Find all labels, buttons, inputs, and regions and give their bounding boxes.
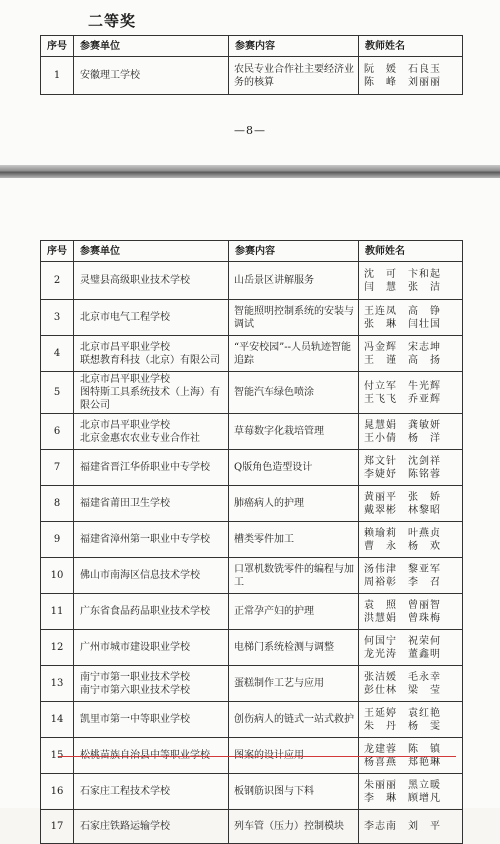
table-row	[41, 558, 463, 594]
row-no: 7	[41, 450, 74, 486]
row-content: 农民专业合作社主要经济业务的核算	[229, 57, 359, 95]
row-teachers: 李志南 刘 平	[359, 810, 463, 844]
table-row	[41, 262, 463, 300]
table-row	[41, 450, 463, 486]
table-row	[41, 486, 463, 522]
row-content: 草莓数字化栽培管理	[229, 414, 359, 450]
row-unit: 福建省莆田卫生学校	[74, 486, 229, 522]
row-content: 山岳景区讲解服务	[229, 262, 359, 300]
row-teachers: 郑文针 沈剑祥 李婕妤 陈铭蓉	[359, 450, 463, 486]
row-unit: 凯里市第一中等职业学校	[74, 702, 229, 738]
row-unit: 南宁市第一职业技术学校 南宁市第六职业技术学校	[74, 666, 229, 702]
row-no: 13	[41, 666, 74, 702]
table-row	[41, 810, 463, 844]
row-content: 板钢筋识图与下料	[229, 774, 359, 810]
red-underline-mark	[58, 756, 456, 757]
row-teachers: 冯金辉 宋志坤 王 谨 高 扬	[359, 336, 463, 372]
row-no: 10	[41, 558, 74, 594]
header-unit: 参赛单位	[74, 36, 229, 57]
header-no: 序号	[41, 36, 74, 57]
table-header-row	[41, 241, 463, 262]
table-header-row	[41, 36, 463, 57]
header-content: 参赛内容	[229, 241, 359, 262]
row-teachers: 王连凤 高 铮 张 琳 闫壮国	[359, 300, 463, 336]
page-separator	[0, 165, 500, 178]
row-unit: 安徽理工学校	[74, 57, 229, 95]
row-no: 11	[41, 594, 74, 630]
row-no: 1	[41, 57, 74, 95]
row-content: “平安校园”--人员轨迹智能追踪	[229, 336, 359, 372]
row-no: 9	[41, 522, 74, 558]
row-content: 列车管（压力）控制模块	[229, 810, 359, 844]
row-no: 3	[41, 300, 74, 336]
header-teachers: 教师姓名	[359, 36, 463, 57]
row-no: 4	[41, 336, 74, 372]
header-no: 序号	[41, 241, 74, 262]
document-page-top	[0, 0, 500, 165]
row-content: 智能照明控制系统的安装与调试	[229, 300, 359, 336]
row-unit: 福建省漳州第一职业中专学校	[74, 522, 229, 558]
row-teachers: 龙建蓉 陈 镇 杨喜燕 郑艳琳	[359, 738, 463, 774]
row-content: 正常孕产妇的护理	[229, 594, 359, 630]
table-row	[41, 57, 463, 95]
table-row	[41, 702, 463, 738]
table-row	[41, 336, 463, 372]
row-unit: 北京市昌平职业学校 图特斯工具系统技术（上海）有限公司	[74, 372, 229, 414]
header-teachers: 教师姓名	[359, 241, 463, 262]
header-content: 参赛内容	[229, 36, 359, 57]
row-unit: 北京市昌平职业学校 北京金惠农农业专业合作社	[74, 414, 229, 450]
table-row	[41, 414, 463, 450]
table-row	[41, 522, 463, 558]
row-unit: 佛山市南海区信息技术学校	[74, 558, 229, 594]
row-teachers: 黄丽平 张 娇 戴翠彬 林黎昭	[359, 486, 463, 522]
row-content: 图案的设计应用	[229, 738, 359, 774]
table-row	[41, 630, 463, 666]
row-content: 智能汽车绿色喷涂	[229, 372, 359, 414]
table-row	[41, 594, 463, 630]
row-no: 8	[41, 486, 74, 522]
row-content: 槽类零件加工	[229, 522, 359, 558]
row-unit: 北京市昌平职业学校 联想教育科技（北京）有限公司	[74, 336, 229, 372]
row-content: 电梯门系统检测与调整	[229, 630, 359, 666]
table-row	[41, 774, 463, 810]
row-no: 2	[41, 262, 74, 300]
row-no: 17	[41, 810, 74, 844]
row-no: 6	[41, 414, 74, 450]
table-row	[41, 300, 463, 336]
header-unit: 参赛单位	[74, 241, 229, 262]
row-content: 创伤病人的链式一站式救护	[229, 702, 359, 738]
row-content: 肺癌病人的护理	[229, 486, 359, 522]
row-teachers: 王延婷 袁红艳 朱 丹 杨 雯	[359, 702, 463, 738]
table-row	[41, 372, 463, 414]
document-page-bottom	[0, 178, 500, 832]
row-content: 蛋糕制作工艺与应用	[229, 666, 359, 702]
row-teachers: 汤伟津 黎亚军 周裕彰 李 召	[359, 558, 463, 594]
row-teachers: 晁慧娟 龚敏妍 王小倩 杨 洋	[359, 414, 463, 450]
row-content: Q版角色造型设计	[229, 450, 359, 486]
row-unit: 石家庄铁路运输学校	[74, 810, 229, 844]
row-teachers: 付立军 牛光辉 王飞飞 乔亚辉	[359, 372, 463, 414]
table-row	[41, 666, 463, 702]
row-teachers: 赖瑜莉 叶燕贞 曹 永 杨 欢	[359, 522, 463, 558]
row-unit: 石家庄工程技术学校	[74, 774, 229, 810]
row-unit: 福建省晋江华侨职业中专学校	[74, 450, 229, 486]
award-table-top	[40, 35, 463, 95]
row-no: 16	[41, 774, 74, 810]
row-unit: 松桃苗族自治县中等职业学校	[74, 738, 229, 774]
row-no: 14	[41, 702, 74, 738]
row-teachers: 朱丽丽 黑立暖 李 琳 顾增凡	[359, 774, 463, 810]
row-unit: 灵璧县高级职业技术学校	[74, 262, 229, 300]
row-teachers: 张洁媛 毛永幸 彭仕林 梁 莹	[359, 666, 463, 702]
row-teachers: 袁 照 曾丽智 洪慧娟 曾珠梅	[359, 594, 463, 630]
row-no: 12	[41, 630, 74, 666]
page-number: —8—	[234, 124, 266, 137]
row-content: 口罩机数铣零件的编程与加工	[229, 558, 359, 594]
row-no: 5	[41, 372, 74, 414]
row-unit: 北京市电气工程学校	[74, 300, 229, 336]
row-unit: 广州市城市建设职业学校	[74, 630, 229, 666]
row-teachers: 沈 可 卞和起 闫 慧 张 洁	[359, 262, 463, 300]
row-unit: 广东省食品药品职业技术学校	[74, 594, 229, 630]
award-heading: 二等奖	[88, 12, 137, 30]
row-teachers: 何国宁 祝荣何 龙光涛 董鑫明	[359, 630, 463, 666]
award-table-bottom	[40, 240, 463, 844]
row-no: 15	[41, 738, 74, 774]
row-teachers: 阮 媛 石良玉 陈 峰 刘丽丽	[359, 57, 463, 95]
